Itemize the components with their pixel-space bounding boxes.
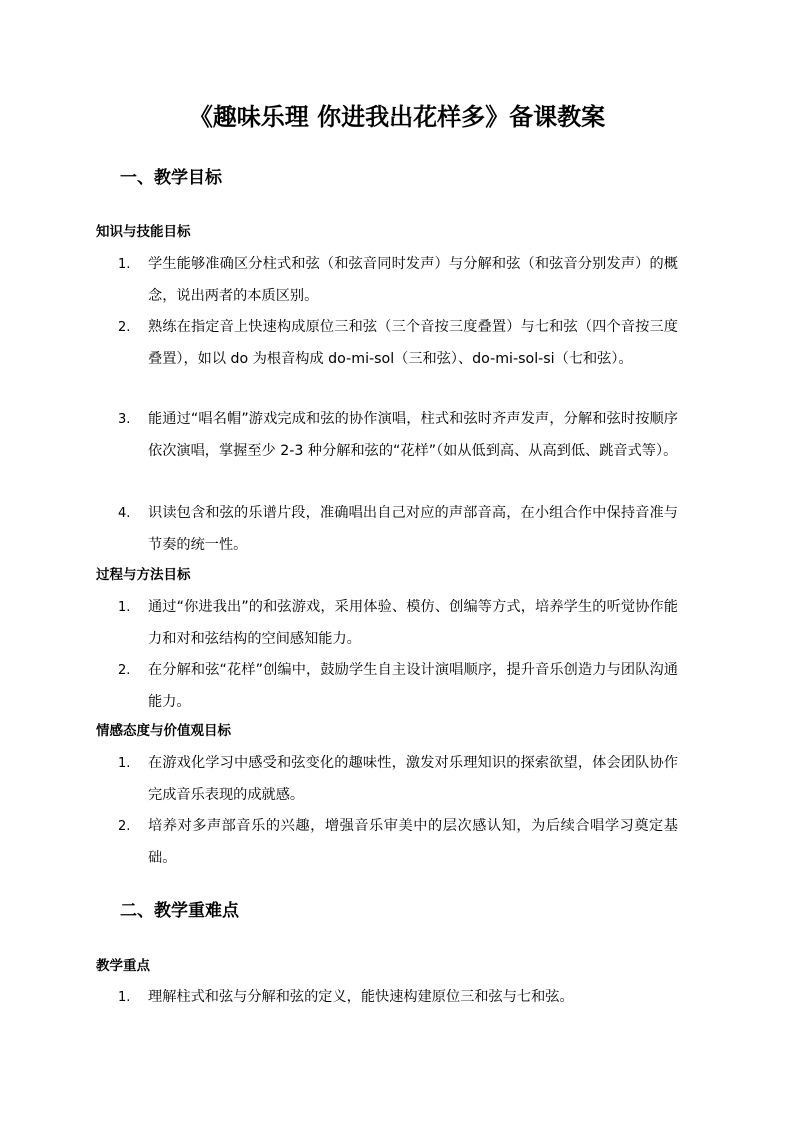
list-number: 3. — [118, 412, 131, 427]
list-item — [118, 498, 678, 561]
list-item — [118, 811, 678, 874]
list-item-text: 在游戏化学习中感受和弦变化的趣味性，激发对乐理知识的探索欲望，体会团队协作完成音乐表现的成就感。 — [148, 755, 678, 803]
list-item-text: 熟练在指定音上快速构成原位三和弦（三个音按三度叠置）与七和弦（四个音按三度叠置），如以 do 为根音构成 do-mi-sol（三和弦）、do-mi-sol-si（七和弦）。 — [148, 319, 678, 367]
list-item-text: 识读包含和弦的乐谱片段，准确唱出自己对应的声部音高，在小组合作中保持音准与节奏的统一性。 — [148, 505, 678, 553]
list-item — [118, 404, 678, 467]
list-item — [118, 592, 678, 655]
list-number: 4. — [118, 506, 131, 521]
list-item-text: 通过“你进我出”的和弦游戏，采用体验、模仿、创编等方式，培养学生的听觉协作能力和对和弦结构的空间感知能力。 — [148, 599, 678, 647]
list-item-text: 培养对多声部音乐的兴趣，增强音乐审美中的层次感认知，为后续合唱学习奠定基础。 — [148, 818, 678, 866]
subsection-heading-knowledge-skills: 知识与技能目标 — [96, 224, 191, 240]
list-item-text: 在分解和弦“花样”创编中，鼓励学生自主设计演唱顺序，提升音乐创造力与团队沟通能力。 — [148, 662, 678, 710]
section-heading-objectives: 一、教学目标 — [120, 168, 222, 188]
list-number: 2. — [118, 663, 131, 678]
list-item — [118, 249, 678, 312]
list-item — [118, 312, 678, 375]
list-number: 1. — [118, 990, 131, 1005]
subsection-heading-teaching-focus: 教学重点 — [96, 958, 150, 974]
list-item-text: 能通过“唱名帽”游戏完成和弦的协作演唱，柱式和弦时齐声发声，分解和弦时按顺序依次演唱，掌握至少 2-3 种分解和弦的“花样”（如从低到高、从高到低、跳音式等）。 — [148, 411, 678, 459]
list-item-text: 学生能够准确区分柱式和弦（和弦音同时发声）与分解和弦（和弦音分别发声）的概念，说出两者的本质区别。 — [148, 256, 678, 304]
list-number: 1. — [118, 257, 131, 272]
list-number: 1. — [118, 600, 131, 615]
list-item — [118, 748, 678, 811]
list-item — [118, 982, 678, 1014]
subsection-heading-process-methods: 过程与方法目标 — [96, 567, 191, 583]
document-title: 《趣味乐理 你进我出花样多》备课教案 — [188, 103, 606, 131]
list-item-text: 理解柱式和弦与分解和弦的定义，能快速构建原位三和弦与七和弦。 — [148, 989, 574, 1005]
list-item — [118, 655, 678, 718]
list-number: 2. — [118, 819, 131, 834]
list-number: 2. — [118, 320, 131, 335]
subsection-heading-emotion-values: 情感态度与价值观目标 — [96, 723, 231, 739]
list-number: 1. — [118, 756, 131, 771]
section-heading-key-difficult-points: 二、教学重难点 — [120, 901, 239, 921]
